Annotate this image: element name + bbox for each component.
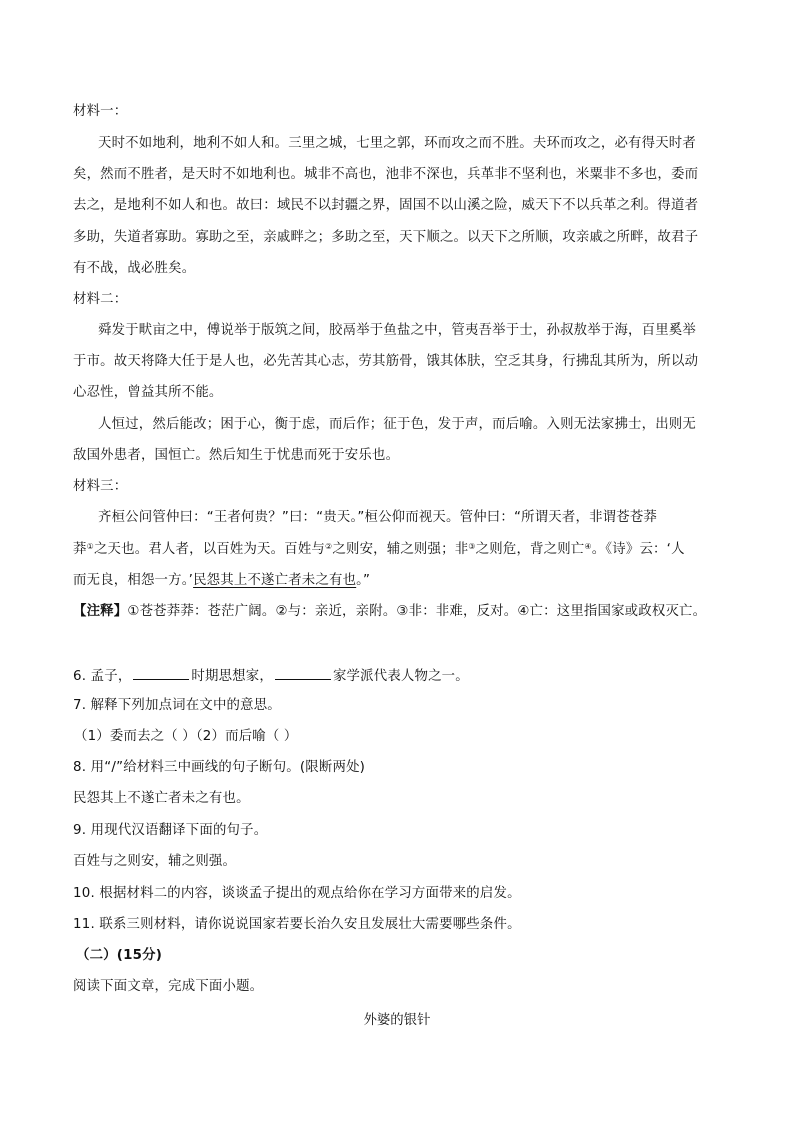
- material-1-line: 多助，失道者寡助。寡助之至，亲戚畔之；多助之至，天下顺之。以天下之所顺，攻亲戚之所畔，故君子: [73, 230, 699, 245]
- question-9-sentence: 百姓与之则安，辅之则强。: [73, 854, 237, 869]
- underlined-sentence: 民怨其上不遂亡者未之有也: [193, 573, 357, 588]
- text: 家学派代表人物之一。: [332, 669, 469, 684]
- footnote-ref: ①: [86, 542, 94, 551]
- material-3-label: 材料三：: [73, 479, 128, 494]
- material-2-line: 人恒过，然后能改；困于心，衡于虑，而后作；征于色，发于声，而后喻。入则无法家拂士，出则无: [98, 417, 696, 432]
- section-2-instruction: 阅读下面文章，完成下面小题。: [73, 979, 264, 994]
- question-6: [73, 665, 469, 687]
- annotation-note: [73, 602, 706, 622]
- footnote-ref: ③: [468, 542, 476, 551]
- text: 。”: [356, 573, 371, 588]
- section-2-heading: （二）(15分): [76, 948, 163, 963]
- material-1-line: 有不战，战必胜矣。: [73, 261, 196, 276]
- text: 。《诗》云：‘人: [591, 542, 685, 557]
- text: 6. 孟子，: [73, 669, 132, 684]
- material-1-label: 材料一：: [73, 104, 128, 119]
- footnote-ref: ④: [584, 542, 592, 551]
- answer-blank[interactable]: [275, 665, 331, 680]
- note-text: ①苍苍莽莽：苍茫广阔。②与：亲近，亲附。③非：非难，反对。④亡：这里指国家或政权灭亡。: [127, 604, 707, 619]
- note-label: 【注释】: [73, 604, 128, 619]
- material-3-line: 齐桓公问管仲曰：“王者何贵？”曰：“贵天。”桓公仰而视天。管仲曰：“所谓天者，非谓苍苍莽: [98, 510, 658, 525]
- answer-blank[interactable]: [133, 665, 189, 680]
- material-2-line: 敌国外患者，国恒亡。然后知生于忧患而死于安乐也。: [73, 448, 400, 463]
- material-2-line: 于市。故天将降大任于是人也，必先苦其心志，劳其筋骨，饿其体肤，空乏其身，行拂乱其所为，所以动: [73, 354, 699, 369]
- material-2-line: 舜发于畎亩之中，傅说举于版筑之间，胶鬲举于鱼盐之中，管夷吾举于士，孙叔敖举于海，百里奚举: [98, 323, 696, 338]
- text: 之则危，背之则亡: [475, 542, 585, 557]
- text: 而无良，相怨一方。’: [73, 573, 194, 588]
- material-1-line: 矣，然而不胜者，是天时不如地利也。城非不高也，池非不深也，兵革非不坚利也，米粟非不多也，委而: [73, 167, 699, 182]
- question-8: 8. 用“/”给材料三中画线的句子断句。(限断两处): [73, 760, 366, 775]
- material-3-line: [73, 571, 370, 591]
- question-9: 9. 用现代汉语翻译下面的句子。: [73, 823, 268, 838]
- question-7-sub: （1）委而去之（ ）（2）而后喻（ ）: [74, 729, 298, 744]
- question-11: 11. 联系三则材料，请你说说国家若要长治久安且发展壮大需要哪些条件。: [73, 917, 521, 932]
- text: 之天也。君人者，以百姓为天。百姓与: [93, 542, 326, 557]
- article-title: 外婆的银针: [363, 1013, 431, 1028]
- text: 之则安，辅之则强；非: [332, 542, 469, 557]
- material-2-label: 材料二：: [73, 292, 128, 307]
- footnote-ref: ②: [325, 542, 333, 551]
- material-3-line: [73, 540, 685, 560]
- material-1-line: 天时不如地利，地利不如人和。三里之城，七里之郭，环而攻之而不胜。夫环而攻之，必有得天时者: [98, 136, 696, 151]
- text: 时期思想家，: [191, 669, 273, 684]
- text: 莽: [73, 542, 87, 557]
- material-1-line: 去之，是地利不如人和也。故曰：域民不以封疆之界，固国不以山溪之险，威天下不以兵革之利。得道者: [73, 198, 699, 213]
- question-8-sentence: 民怨其上不遂亡者未之有也。: [73, 791, 250, 806]
- material-2-line: 心忍性，曾益其所不能。: [73, 385, 223, 400]
- question-10: 10. 根据材料二的内容，谈谈孟子提出的观点给你在学习方面带来的启发。: [73, 886, 521, 901]
- question-7: 7. 解释下列加点词在文中的意思。: [73, 698, 281, 713]
